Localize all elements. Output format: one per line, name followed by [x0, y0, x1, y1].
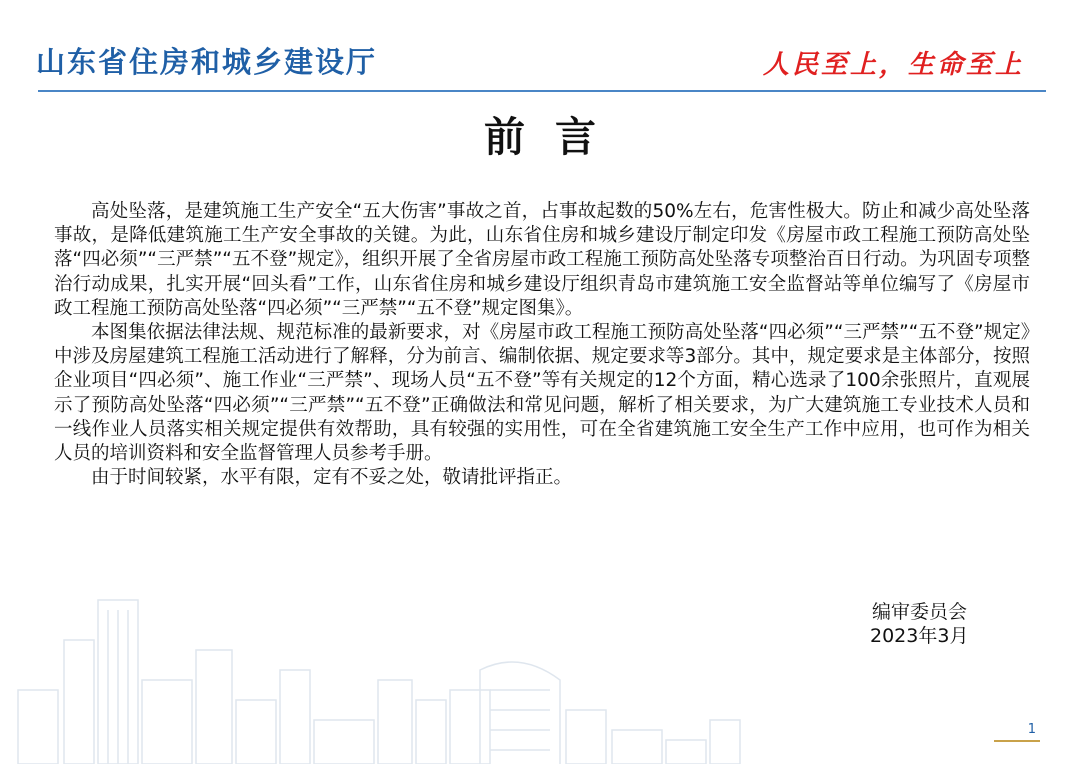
paragraph: 本图集依据法律法规、规范标准的最新要求，对《房屋市政工程施工预防高处坠落“四必须”“三严禁”“五不登”规定》中涉及房屋建筑工程施工活动进行了解释，分为前言、编制依据、规定要求等3部分。其中，规定要求是主体部分，按照企业项目“四必须”、施工作业“三严禁”、现场人员“五不登”等有关规定的12个方面，精心选录了100余张照片，直观展示了预防高处坠落“四必须”“三严禁”“五不登”正确做法和常见问题，解析了相关要求，为广大建筑施工专业技术人员和一线作业人员落实相关规定提供有效帮助，具有较强的实用性，可在全省建筑施工安全生产工作中应用，也可作为相关人员的培训资料和安全监督管理人员参考手册。 [54, 322, 1030, 465]
header-divider [38, 90, 1046, 92]
signature-author: 编审委员会 [872, 601, 968, 623]
page-title: 前言 [484, 113, 626, 161]
paragraph: 高处坠落，是建筑施工生产安全“五大伤害”事故之首，占事故起数的50%左右，危害性极大。防止和减少高处坠落事故，是降低建筑施工生产安全事故的关键。为此，山东省住房和城乡建设厅制定印发《房屋市政工程施工预防高处坠落“四必须”“三严禁”“五不登”规定》，组织开展了全省房屋市政工程施工预防高处坠落专项整治百日行动。为巩固专项整治行动成果，扎实开展“回头看”工作，山东省住房和城乡建设厅组织青岛市建筑施工安全监督站等单位编写了《房屋市政工程施工预防高处坠落“四必须”“三严禁”“五不登”规定图集》。 [54, 201, 1030, 319]
page-number-underline [994, 740, 1040, 742]
preface-body [54, 200, 1030, 490]
paragraph: 由于时间较紧，水平有限，定有不妥之处，敬请批评指正。 [91, 467, 573, 489]
page-number: 1 [1027, 722, 1036, 737]
signature-block [870, 600, 968, 648]
slogan: 人民至上，生命至上 [762, 50, 1024, 80]
org-name: 山东省住房和城乡建设厅 [36, 45, 378, 79]
signature-date: 2023年3月 [870, 625, 969, 647]
